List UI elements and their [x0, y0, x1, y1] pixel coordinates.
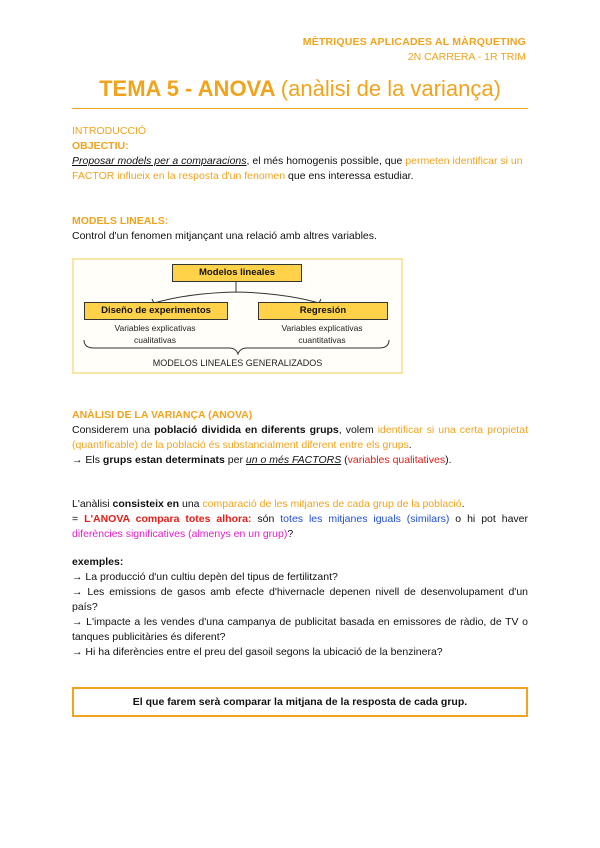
- title-rule: [72, 108, 528, 109]
- anova-p3b: consisteix en: [112, 498, 180, 510]
- diagram-left-desc: [84, 322, 226, 346]
- anova-paragraph-1: [72, 423, 528, 453]
- anova-p3e: .: [461, 498, 465, 510]
- anova-p1a: Considerem una: [72, 424, 155, 436]
- anova-p4a: =: [72, 513, 85, 525]
- course-title: MÈTRIQUES APLICADES AL MÀRQUETING: [302, 36, 526, 48]
- objective-part-1: Proposar models per a comparacions: [72, 155, 247, 167]
- diagram-left-box: Diseño de experimentos: [84, 302, 228, 320]
- anova-heading: ANÀLISI DE LA VARIANÇA (ANOVA): [72, 409, 253, 421]
- diagram-bottom-label: MODELOS LINEALES GENERALIZADOS: [152, 358, 323, 368]
- page-title: [0, 76, 600, 102]
- anova-p2e: (: [341, 454, 348, 466]
- diagram-top-box: Modelos lineales: [172, 264, 302, 282]
- anova-p4e: o hi pot haver: [449, 513, 528, 525]
- diagram-right-line2: cuantitativas: [298, 335, 346, 345]
- anova-paragraph-4: [72, 512, 528, 542]
- anova-paragraph-2: [72, 453, 528, 468]
- anova-p2d: un o més FACTORS: [245, 454, 342, 466]
- examples-section: [72, 555, 528, 660]
- examples-heading: exemples:: [72, 556, 124, 568]
- example-item: → Hi ha diferències entre el preu del gasoil segons la ubicació de la benzinera?: [72, 646, 443, 658]
- anova-p3c: una: [179, 498, 203, 510]
- anova-p2c: per: [224, 454, 246, 466]
- anova-p2g: ).: [445, 454, 452, 466]
- anova-p1c: , volem: [338, 424, 378, 436]
- models-text: Control d'un fenomen mitjançant una relació amb altres variables.: [72, 230, 377, 242]
- anova-comparison: [72, 497, 528, 542]
- models-section: [72, 214, 528, 244]
- example-item: → La producció d'un cultiu depèn del tipus de fertilitzant?: [72, 571, 338, 583]
- anova-p1b: població dividida en diferents grups: [154, 424, 339, 436]
- anova-p3d: comparació de les mitjanes de cada grup de la població: [202, 498, 462, 510]
- anova-p2b: grups estan determinats: [102, 454, 225, 466]
- anova-p2a: → Els: [72, 454, 103, 466]
- title-main: TEMA 5 - ANOVA: [99, 76, 275, 101]
- anova-paragraph-3: [72, 497, 528, 512]
- example-item: → Les emissions de gasos amb efecte d'hivernacle depenen nivell de desenvolupament d'un país?: [72, 586, 528, 613]
- anova-p1d: identificar si una certa propietat (quantificable) de la població és substancialment diferent entre els grups: [72, 424, 528, 451]
- objective-part-3: permeten identificar si un FACTOR influeix en la resposta d'un fenomen: [72, 155, 523, 182]
- diagram-right-line1: Variables explicativas: [281, 323, 363, 333]
- course-term: 2N CARRERA - 1R TRIM: [407, 51, 526, 63]
- intro-heading: INTRODUCCIÓ: [72, 125, 147, 137]
- anova-p4c: són: [251, 513, 281, 525]
- anova-p4g: ?: [287, 528, 294, 540]
- anova-p1e: .: [408, 439, 412, 451]
- objective-part-2: , el més homogenis possible, que: [246, 155, 406, 167]
- title-sub: (anàlisi de la variança): [280, 76, 501, 101]
- objective-part-4: que ens interessa estudiar.: [285, 170, 414, 182]
- anova-p4d: totes les mitjanes iguals (similars): [280, 513, 450, 525]
- diagram-left-line1: Variables explicativas: [114, 323, 196, 333]
- objective-heading: OBJECTIU:: [72, 140, 129, 152]
- models-heading: MODELS LINEALS:: [72, 215, 169, 227]
- anova-p4f: diferències significatives (almenys en un grup): [72, 528, 288, 540]
- anova-p2f: variables qualitatives: [347, 454, 446, 466]
- diagram-right-box: Regresión: [258, 302, 388, 320]
- summary-callout: El que farem serà comparar la mitjana de la resposta de cada grup.: [72, 687, 528, 717]
- anova-section: [72, 408, 528, 468]
- objective-paragraph: [72, 154, 528, 184]
- diagram-right-desc: [258, 322, 386, 346]
- linear-models-diagram: [72, 258, 403, 374]
- intro-section: [72, 124, 528, 184]
- example-item: → L'impacte a les vendes d'una campanya de publicitat basada en emissores de ràdio, de TV o tanques publicitàries és diferent?: [72, 616, 528, 643]
- diagram-left-line2: cualitativas: [133, 335, 177, 345]
- anova-p3a: L'anàlisi: [72, 498, 113, 510]
- anova-p4b: L'ANOVA compara totes alhora:: [84, 513, 252, 525]
